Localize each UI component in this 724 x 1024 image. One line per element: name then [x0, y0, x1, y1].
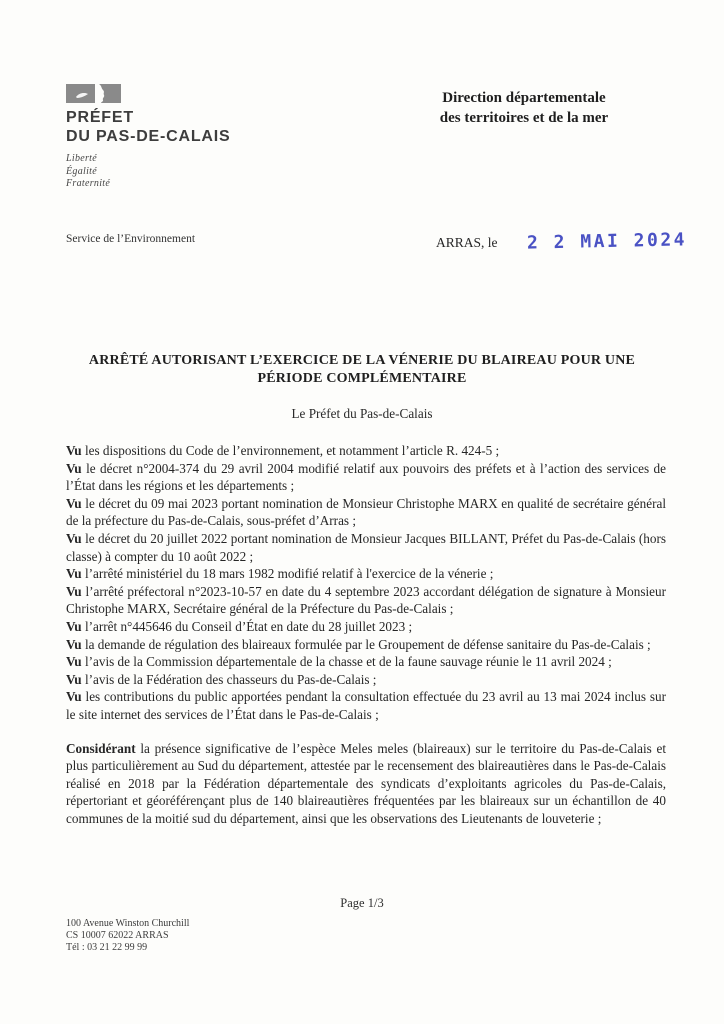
visa-lead: Vu [66, 443, 82, 458]
footer-address-line: CS 10007 62022 ARRAS [66, 929, 169, 941]
motto-line: Égalité [66, 165, 97, 177]
direction-header [386, 88, 662, 128]
document-subtitle: Le Préfet du Pas-de-Calais [291, 406, 433, 421]
visa-paragraph [66, 671, 666, 689]
visa-list [66, 442, 666, 724]
visa-text: le décret n°2004-374 du 29 avril 2004 modifié relatif aux pouvoirs des préfets et à l’action des services de l’État dans les régions et les départements ; [66, 460, 666, 494]
visa-text: l’avis de la Fédération des chasseurs du Pas-de-Calais ; [81, 671, 377, 687]
city-date-label: ARRAS, le [436, 235, 498, 250]
document-body [66, 442, 666, 827]
visa-lead: Vu [66, 530, 82, 546]
visa-paragraph [66, 653, 666, 671]
motto-line: Liberté [66, 153, 97, 164]
visa-text: l’arrêté préfectoral n°2023-10-57 en date du 4 septembre 2023 accordant délégation de signature à Monsieur Christophe MARX, Secrétaire général de la Préfecture du Pas-de-Calais ; [66, 583, 666, 617]
visa-lead: Vu [66, 583, 82, 599]
republic-motto [66, 153, 231, 191]
visa-paragraph [66, 618, 666, 636]
visa-lead: Vu [66, 636, 82, 652]
visa-paragraph [66, 565, 666, 583]
visa-text: l’avis de la Commission départementale de la chasse et de la faune sauvage réunie le 11 avril 2024 ; [81, 654, 612, 670]
motto-line: Fraternité [66, 178, 111, 189]
visa-paragraph [66, 442, 666, 460]
visa-lead: Vu [66, 495, 82, 511]
considerant-lead: Considérant [66, 740, 136, 756]
visa-paragraph [66, 636, 666, 654]
marianne-logo-icon [66, 84, 122, 104]
considerant-text: la présence significative de l’espèce Meles meles (blaireaux) sur le territoire du Pas-de-Calais et plus particulièrement au Sud du département, attestée par le recensement des blaireautières dans le Pas-de-Calais réalisé en 2018 par la Fédération départementale des syndicats d’exploitants agricoles du Pas-de-Calais, répertoriant et géoréférençant plus de 140 blaireautières fréquentées par les blaireaux sur un échantillon de 40 communes de la moitié sud du département, ainsi que les observations des Lieutenants de louveterie ; [66, 740, 666, 826]
visa-text: le décret du 20 juillet 2022 portant nomination de Monsieur Jacques BILLANT, Préfet du Pas-de-Calais (hors classe) à compter du 10 août 2022 ; [66, 530, 666, 564]
visa-text: les dispositions du Code de l’environnement, et notamment l’article R. 424-5 ; [81, 443, 500, 458]
visa-lead: Vu [66, 460, 82, 476]
considerant-paragraph [66, 740, 666, 828]
logo-title-line2: DU PAS-DE-CALAIS [66, 128, 231, 145]
visa-lead: Vu [66, 671, 82, 687]
visa-paragraph [66, 460, 666, 495]
visa-text: la demande de régulation des blaireaux formulée par le Groupement de défense sanitaire du Pas-de-Calais ; [81, 636, 651, 652]
logo-title [66, 108, 231, 146]
visa-text: les contributions du public apportées pendant la consultation effectuée du 23 avril au 13 mai 2024 inclus sur le site internet des services de l’État dans le Pas-de-Calais ; [66, 689, 666, 722]
visa-text: l’arrêt n°445646 du Conseil d’État en date du 28 juillet 2023 ; [81, 618, 413, 634]
visa-lead: Vu [66, 689, 82, 705]
visa-paragraph [66, 495, 666, 530]
footer-address-line: Tél : 03 21 22 99 99 [66, 941, 148, 953]
visa-lead: Vu [66, 654, 82, 670]
document-title: ARRÊTÉ AUTORISANT L’EXERCICE DE LA VÉNERIE DU BLAIREAU POUR UNE PÉRIODE COMPLÉMENTAIRE [88, 353, 636, 386]
visa-lead: Vu [66, 618, 82, 634]
visa-paragraph [66, 583, 666, 618]
direction-header-line: des territoires et de la mer [439, 110, 609, 126]
footer-address [66, 918, 189, 953]
logo-title-line1: PRÉFET [66, 109, 134, 126]
service-label: Service de l’Environnement [66, 233, 196, 245]
visa-paragraph [66, 530, 666, 565]
visa-text: l’arrêté ministériel du 18 mars 1982 modifié relatif à l'exercice de la vénerie ; [81, 566, 494, 582]
direction-header-line: Direction départementale [442, 90, 606, 106]
page-number: Page 1/3 [340, 896, 384, 910]
visa-paragraph [66, 688, 666, 723]
visa-lead: Vu [66, 566, 82, 582]
visa-text: le décret du 09 mai 2023 portant nomination de Monsieur Christophe MARX en qualité de secrétaire général de la préfecture du Pas-de-Calais, sous-préfet d’Arras ; [66, 495, 666, 529]
prefecture-logo-block [66, 84, 231, 191]
footer-address-line: 100 Avenue Winston Churchill [66, 918, 190, 929]
date-stamp: 2 2 MAI 2024 [526, 229, 688, 254]
